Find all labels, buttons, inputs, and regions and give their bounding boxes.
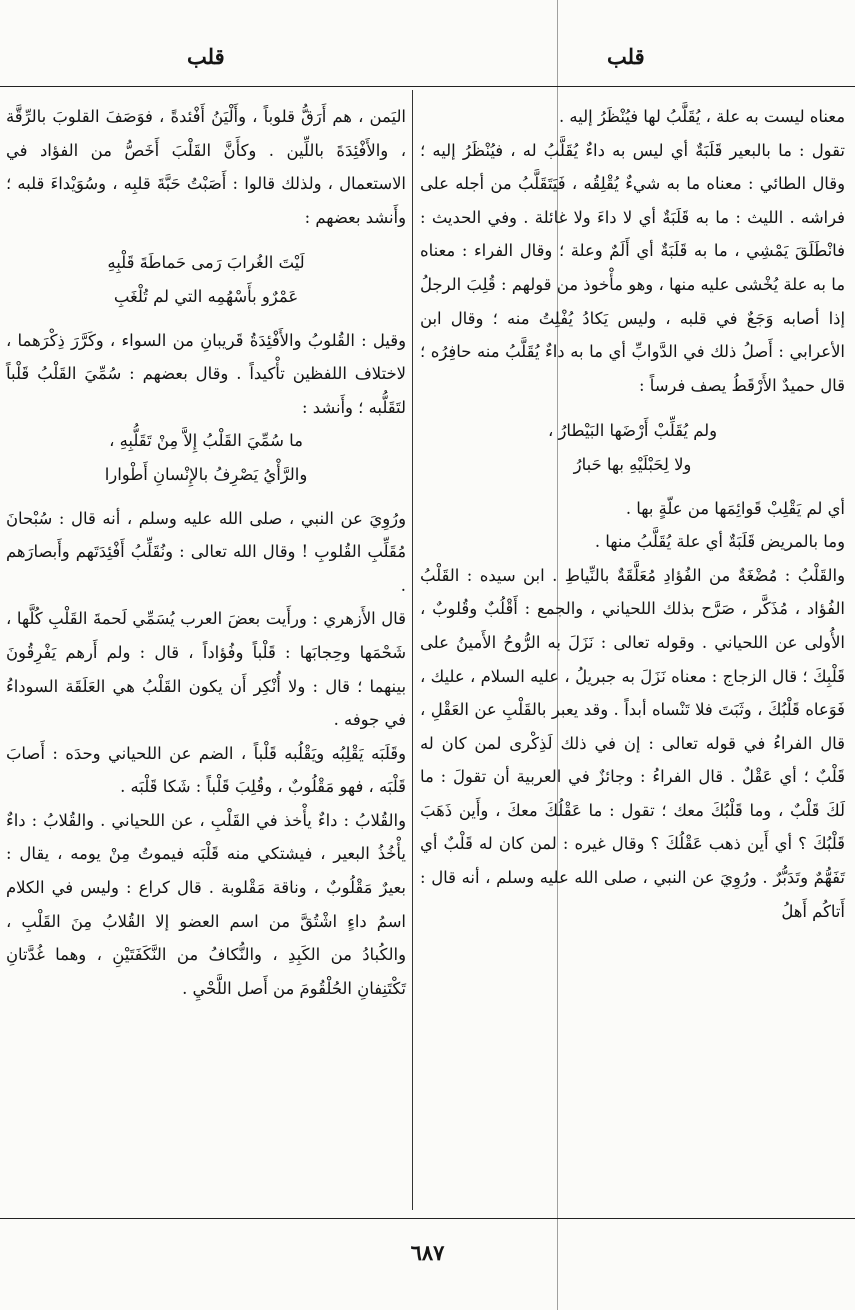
paragraph: اليَمن ، هم أَرَقُّ قلوباً ، وأَلْيَنُ أَفْئدةً ، فوَصَفَ القلوبَ بالرِّقَّة ، والأَفْئِدَةَ باللِّين . وكأَنَّ القَلْبَ أَخَصُّ من الفؤاد في الاستعمال ، ولذلك قالوا : أَصَبْتُ حَبَّةَ قلبِه ، وسُوَيْداءَ قلبه ؛ وأَنشد بعضهم : [6, 107, 406, 227]
running-head-right: قلب [607, 44, 645, 69]
header-rule [0, 86, 855, 87]
paragraph: أي لم يَقْلِبْ قَوائِمَها من علّةٍ بها . [625, 498, 845, 518]
right-column [420, 100, 845, 928]
running-head-left: قلب [187, 44, 225, 69]
paragraph: معناه ليست به علة ، يُقَلَّبُ لها فيُنْظَرُ إليه . [558, 107, 845, 126]
verse-line: ما سُمِّيَ القَلْبُ إِلاَّ مِنْ تَقَلُّبِهِ ، [109, 431, 303, 451]
paragraph: ورُوِيَ عن النبي ، صلى الله عليه وسلم ، أنه قال : سُبْحانَ مُقَلِّبِ القُلوبِ ! وقال الله تعالى : ونُقَلِّبُ أَفْئِدَتَهم وأَبصارَهم . [6, 508, 406, 595]
verse-line: ولم يُقَلِّبْ أَرْضَها البَيْطارُ ، [547, 421, 718, 441]
paragraph: قال الأَزهري : ورأَيت بعضَ العرب يُسَمِّي لَحمةَ القَلْبِ كُلَّها ، شَحْمَها وحِجابَها : قَلْباً وفُؤاداً ، قال : ولم أَرهم يَفْرِقُونَ بينهما ؛ قال : ولا أُنْكِر أَن يكون القَلْبُ هي العَلَقَة السوداءُ في جوفه . [6, 609, 406, 730]
paragraph: وقيل : القُلوبُ والأَفْئِدَةُ قَريبانِ من السواء ، وكَرَّرَ ذِكْرَهما ، لاختلاف اللفظين تأْكيداً . وقال بعضهم : سُمِّيَ القَلْبُ قَلْباً لتَقَلُّبه ؛ وأَنشد : [6, 330, 406, 417]
verse-line: ولا لِحَبْلَيْهِ بها حَبارُ [573, 454, 692, 474]
verse-line: والرَّأْيُ يَصْرِفُ بالإِنْسانِ أَطْوارا [104, 464, 308, 484]
left-column [6, 100, 406, 1005]
paragraph: تقول : ما بالبعير قَلَبَةٌ أي ليس به داءٌ يُقَلَّبُ له ، فيُنْظَرُ إليه ؛ وقال الطائي : معناه ما به شيءٌ يُقْلِقُه ، فَيَتَقَلَّبُ من أجله على فراشه . الليث : ما به قَلَبَةٌ أي لا داءَ ولا غائلة . وفي الحديث : فانْطَلَقَ يَمْشِي ، ما به قَلَبَةٌ أي أَلَمٌ وعلة ؛ وقال الفراء : معناه ما به علة يُخْشى عليه منها ، وهو مأْخوذ من قولهم : قُلِبَ الرجلُ إذا أصابه وَجَعٌ في قلبه ، وليس يَكادُ يُفْلِتُ منه ؛ وقال ابن الأعرابي : أَصلُ ذلك في الدَّوابِّ أي ما به داءٌ يُقَلَّبُ منه حافِرُه ؛ قال حميدٌ الأَرْقَطُ يصف فرساً : [420, 140, 845, 395]
verse-line: لَيْتَ الغُرابَ رَمى حَماطَةَ قَلْبِهِ [107, 253, 305, 273]
paragraph: والقَلْبُ : مُضْغَةٌ من الفُؤادِ مُعَلَّقَةٌ بالنِّياطِ . ابن سيده : القَلْبُ الفُؤاد ، مُذَكَّر ، صَرَّح بذلك اللحياني ، والجمع : أَقْلُبٌ وقُلوبٌ ، الأُولى عن اللحياني . وقوله تعالى : نَزَلَ به الرُّوحُ الأَمينُ على قَلْبِكَ ؛ قال الزجاج : معناه نَزَلَ به جبريلُ ، عليه السلام ، عليك ، فَوَعاه قَلْبُكَ ، وثَبَتَ فلا تَنْساه أبداً . وقد يعبر بالقَلْبِ عن العَقْلِ ، قال الفراءُ في قوله تعالى : إن في ذلك لَذِكْرى لمن كان له قَلْبٌ ؛ أي عَقْلٌ . قال الفراءُ : وجائزٌ في العربية أن تقولَ : ما لَكَ قَلْبٌ ، وما قَلْبُكَ معك ؛ تقول : ما عَقْلُكَ معكَ ، وأَين ذَهَبَ قَلْبُكَ ؟ أي أَين ذهب عَقْلُكَ ؟ وقال غيره : لمن كان له قَلْبٌ أي تَفَهُّمٌ وتَدَبُّرٌ . ورُوِيَ عن النبي ، صلى الله عليه وسلم ، أنه قال : أَتاكُم أَهلُ [420, 565, 845, 921]
footer-rule [0, 1218, 855, 1219]
paragraph: وقَلَبَه يَقْلِبُه ويَقْلُبه قَلْباً ، الضم عن اللحياني وحدَه : أَصابَ قَلْبَه ، فهو مَقْلُوبٌ ، وقُلِبَ قَلْباً : شَكا قَلْبَه . [6, 743, 406, 797]
paragraph: وما بالمريض قَلَبَةٌ أي علة يُقَلَّبُ منها . [594, 532, 845, 552]
verse-line: عَمْرٌو بأَسْهُمِه التي لم تُلْغَبِ [113, 286, 299, 306]
paragraph: والقُلابُ : داءٌ يأْخذ في القَلْبِ ، عن اللحياني . والقُلابُ : داءٌ يأْخُذُ البعير ، فيشتكي منه قَلْبَه فيموتُ مِنْ يومه ، يقال : بعيرٌ مَقْلُوبٌ ، وناقة مَقْلوبة . قال كراع : وليس في الكلام اسمُ داءٍ اشْتُقَّ من اسم العضو إلا القُلابُ مِنَ القَلْبِ ، والكُبادُ من الكَبِدِ ، والنُّكافُ من النَّكَفَتَيْنِ ، وهما غُدَّتانِ تَكْتَنِفانِ الحُلْقُومَ من أَصل اللَّحْيِ . [6, 810, 406, 998]
page-number: ٦٨٧ [410, 1240, 445, 1265]
column-divider [412, 90, 413, 1210]
